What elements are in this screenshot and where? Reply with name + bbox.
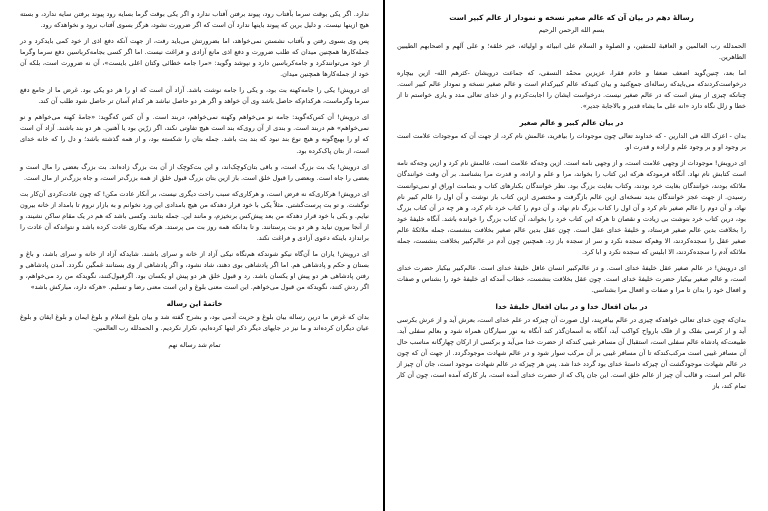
paragraph: ای درویش! یکی را جامه‌کهنه بت بود، و یکی را جامه نوشت باشد. آزاد آن است که او را هر دو یکی بود. غرض ما از جامع دفع سرما وگرماست، هرکدام‌که حاصل باشد وی آن خواهد و اگر هر دو حاصل نباشد هر کدام آسان تر حاصل شود طلب آن کند. [20, 86, 369, 106]
left-page [0, 0, 383, 511]
paragraph: اما بعد، چنین‌گوید اضعف ضعفا و خادم فقرا، عزیزین محمّد النسفی، که جماعت درویشان -کثرهم الله- ازین بیچاره درخواست‌کردندکه می‌بایدکه رساله‌ای جمع‌کنید و بیان کنیدکه عالم کبیرکدام است و عالم صغیر نسخه و نمودار عالم کبیر است. چنانکه چیزی از بیش است که در عالم صغیر نیست. درخواست ایشان را اجابت‌کردم و از خدای تعالی مدد و یاری خواستم تا از خطا و زلل نگاه دارد «انه علی ما یشاء قدیر و بالاجابة جدیر». [397, 69, 746, 111]
paragraph: ای درویش! آن کس‌که‌گوید: جامه نو می‌خواهم وکهنه نمی‌خواهم، دربند است. و آن کس که‌گوید: «جامهٔ کهنه می‌خواهم و نو نمی‌خواهم» هم دربند است. و بندی از آن روی‌که بند است هیچ تفاوتی نکند، اگر زرّین بود یا آهنین. هر دو بند باشند. آزاد آن است که او را بهیچ‌گونه و هیچ نوع بند نبود که بند بت باشد. جمله بتان را شکسته بود، و از همه گذشته باشد؛ و دل را که خانه خدای است، از بتان پاک‌کرده بود. [20, 113, 369, 155]
paragraph: پس وی بسوی رفتن و بآفتاب نشستن نمی‌خواهد، اما بضرورتش می‌باید رفت، از جهت آنکه دفع اذی از خود کمی بایدکرد و در جمله‌کارها همچنین میدان که طلب ضرورت و دفع اذی مانع آزادی و فراغت نیست. اما اگر کسی بجامه‌کرباسین دفع سرما وگرما از خود می‌توانندکرد و جامه‌کرباسین دارد و نپوشد وگوید: «مرا جامه خطائی وکتان اعلی بایست»، آن نه ضرورت است، بلکه آن خود از جمله‌کارها همچنین میدان. [20, 37, 369, 79]
paragraph: ندارد. اگر یکی بوقت سرما بآفتاب رود، پیوند برفتن آفتاب ندارد و اگر یکی بوقت گرما بسایه رود پیوند برفتن سایه ندارد، و بسته هیچ ازینها نیست. و دلیل برین که پیوند باینها ندارد آن است که اگر ضرورت نشود، هرگز بسوی آفتاب نرود و نخواهدکه رود. [20, 10, 369, 30]
paragraph: بدان‌که چون خدای تعالی خواهدکه چیزی در عالم بیافریند، اول صورت آن چیزکه در علم خدای است، بعرش آید و از عرش بکرسی آید و از کرسی بفلک و از فلک بارواح کواکب آید، آنگاه به آسمان‌گذر کند آنگاه به نور سیارگان همراه شود و بعالم سفلی آید. طبیعت‌که پادشاه عالم سفلی است، استقبال آن مسافر غیبی کندکه از حضرت خدا می‌آید و برکسی از ارکان چهارگانه مناسب حال آن مسافر غیبی است مرکب‌کندکه تا آن مسافر غیبی بر آن مرکب سوار شود و در عالم شهادت موجودگردد. از جهت آن که چون در عالم شهادت موجودگشت آن چیزکه داستهٔ خدای بود گردد خدا شد. پس هر چیزکه در عالم شهادت موجود است، جان آن چیز از عالم امر است، و قالب آن چیز از عالم خلق است. این جان پاک که از حضرت خدای آمده است، بار کارکه آمده است، چون آن کار تمام کند، باز [397, 315, 746, 391]
paragraph: ای درویش! یک بت بزرگ است، و باقی بتان‌کوچک‌اند، و این بت‌کوچک از آن بت بزرگ زاده‌اند. بت بزرگ بعضی را مال است و بعضی را جاه است. وبعضی را قبول خلق است. باز ازین بتان بزرگ قبول خلق از همه بزرگ‌تر است، و جاه بزرگ‌تر از مال است. [20, 162, 369, 182]
paragraph: بدان - اعزک الله فی الدارین - که خداوند تعالی چون موجودات را بیافرید، عالمش نام کرد، از جهت آن که موجودات علامت است بر وجود او و بر وجود علم و اراده و قدرت او. [397, 132, 746, 152]
closing-heading: خاتمهٔ این رساله [166, 300, 223, 309]
right-page [385, 0, 768, 511]
paragraph: ای درویش! در عالم صغیر عقل خلیفهٔ خدای است. و در عالم‌کبیر انسان عاقل خلیفهٔ خدای است. عالم‌کبیر بیکبار حضرت خدای است، و عالم صغیر بیکبار حضرت خلیفهٔ خدای است. چون عقل بخلافت بنشست، خطاب آمدکه ای خلیفهٔ خود را بشناس و صفات و افعال خود را بدان تا مرا و صفات و افعال مرا بشناسی. [397, 263, 746, 294]
paragraph: الحمدلله رب العالمین و العاقبة للمتقین، و الصلوة و السلام علی انبیائه و اولیائه، خیر خلقه؛ و علی آلهم و اصحابهم الطیبین الطاهرین. [397, 42, 746, 62]
paragraph: ای درویش! موجودات از وجهی علامت است، و از وجهی نامه است. ازین وجه‌که علامت است، عالمش نام کرد و ازین وجه‌که نامه است کتابش نام نهاد. آنگاه فرمودکه هرکه این کتاب را بخواند، مرا و علم و اراده، و قدرت مرا بشناسد. بر آن وقت خوانندگان ملائکه بودند، خوانندگان بغایت خرد بودند، وکتاب بغایت بزرگ بود. نظر خوانندگان بکنارهای کتاب و بتمامت اوراق او نمی‌توانست رسیدن. از جهت عجز خوانندگان بدید نسخه‌ای ازین عالم بازگرفت و مختصری ازین کتاب باز نوشت و آن اول را عالم کبیر نام نهاد، و آن دوم را عالم صغیر نام کرد و آن اول را کتاب بزرگ نام نهاد، و آن دوم را کتاب خرد نام کرد، و هر چه در آن کتاب بزرگ بود، درین کتاب خرد بنوشت بی زیادت و نقصان تا هرکه این کتاب خرد را بخواند، آن کتاب بزرگ را خوانده باشد. آنگاه خلیفهٔ خود را بخلافت بدین عالم صغیر فرستاد، و خلیفهٔ خدای عقل است. چون عقل بدین عالم صغیر بخلافت بنشست، جمله ملائکهٔ عالم صغیر عقل را سجده‌کردند، الا وهم‌که سجده نکرد و سر از سجده باز زد. همچنین چون آدم در عالم‌کبیر بخلافت بنشست، جمله ملائکه آدم را سجده‌کردند، الا ابلیس که سجده نکرد و ابا کرد. [397, 159, 746, 256]
paragraph: ای درویش! یاران ما آن‌گاه نیکو شوندکه هم‌نگاه نیکی آزاد از خانه و سرای باشند. شایدکه آزاد از خانه و سرای باشد، و باغ و بستان و حکم و پادشاهی هم. اما اگر پادشاهی بوی دهند، شاد نشود، و اگر پادشاهی از وی بستانند غمگین نگردد. آمدن پادشاهی و رفتن پادشاهی هر دو پیش او یکسان باشد. رد و قبول خلق هر دو پیش او یکسان بود. اگرقبول‌کنند، نگوید‌که من رد می‌خواهم، و اگر ردش کنند، نگوید‌که من قبول می‌خواهم. این است معنی بلوغ و این است معنی رضا و تسلیم. «هرکه دارد، مبارکش باشد» [20, 249, 369, 292]
basmala: بسم الله الرحمن الرحیم [538, 26, 605, 34]
page-title: رسالهٔ دهم در بیان آن که عالم صغیر نسخه و نمودار از عالم کبیر است [449, 13, 694, 22]
paragraph: ای درویش! هرکاری‌که نه فرض است، و هرکاری‌که سبب راحت دیگری نیست، بر آنکار عادت مکن! که چون عادت‌کردی آن‌کار بت توگشت. و تو بت پرست‌گشتی. مثلاً یکی با خود قرار دهدکه من هیچ‌ بامدادی این ورد نخوانم و به بازار نروم تا بامداد از خانه بیرون نیایم. و یکی با خود قرار دهدکه من بعد پیش‌کس برنخیزم، و مانند این. جمله بتانند. وکسی باشد که هم در یک مقام ساکن نشیند، و از آنجا بیرون نیاید و هر دو بت پرستانند. و تا بدانکه همه روز بت می پرستد. هرکه بیکاری عادت کرده باشد و نتواندکه آن عادت را براندازد باینکه دعوی آزادی و فراغت نکند. [20, 189, 369, 242]
section-heading: در بیان افعال خدا و در بیان افعال خلیفهٔ خدا [495, 302, 648, 311]
closing-paragraph: بدان که غرض ما درین رساله بیان بلوغ و حریت آدمی بود، و بشرح گفته شد و بیان بلوغ اسلام و بلوغ ایمان و بلوغ ایقان و بلوغ عیان دیگران کرده‌اند و ما نیز در جایهای دیگر ذکر اینها کرده‌ایم، تکرار نکردیم. و الحمدلله رب العالمین. [20, 313, 369, 333]
end-line: تمام شد رساله نهم [168, 341, 221, 350]
section-heading: در بیان عالم کبیر و عالم صغیر [519, 119, 624, 128]
